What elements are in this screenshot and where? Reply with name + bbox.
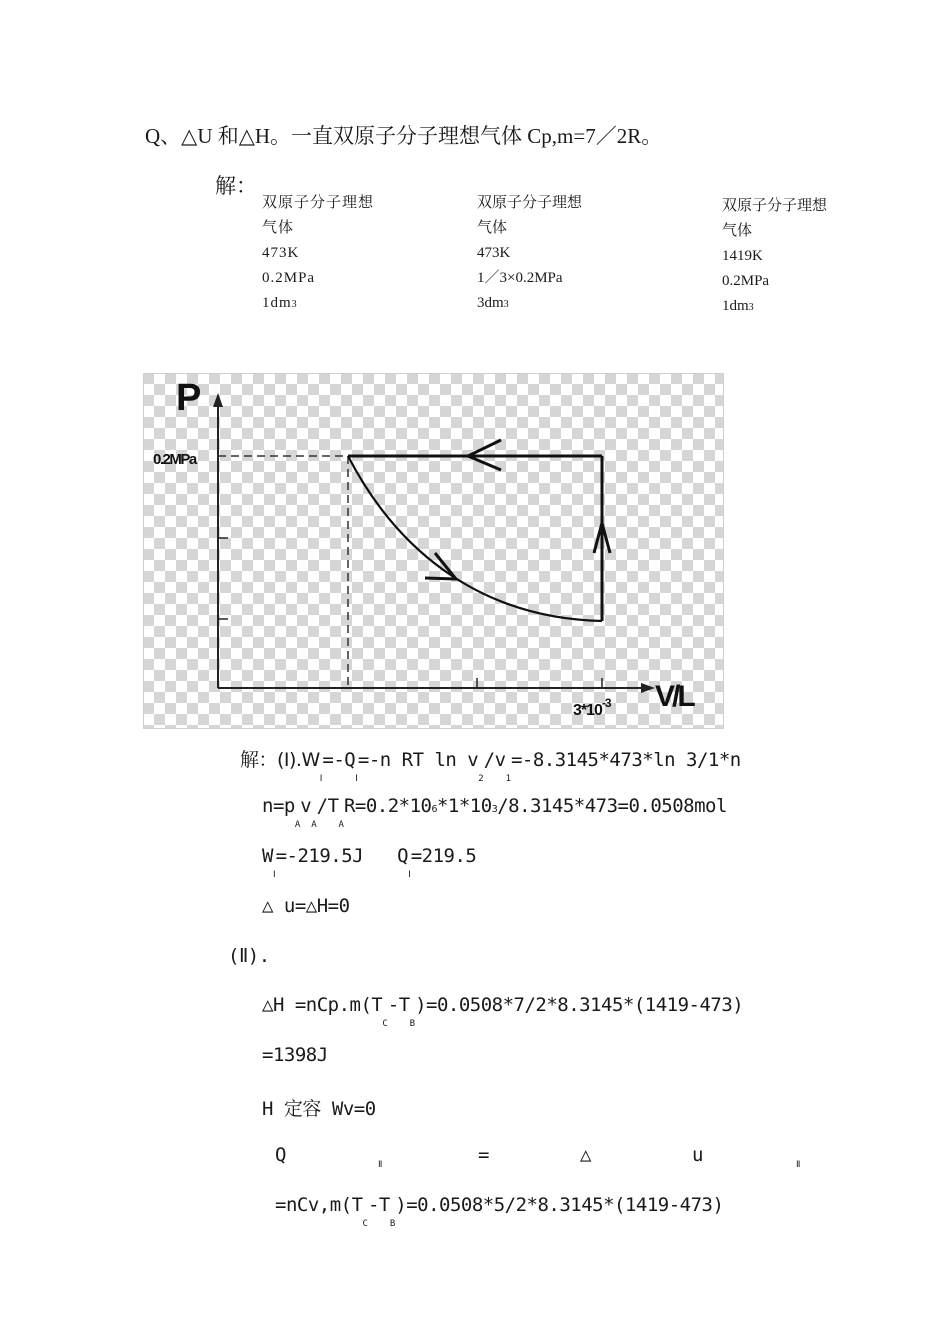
solution-label: 解： <box>215 174 257 198</box>
y-tick-label: 0.2MPa <box>153 451 196 468</box>
state-b-volume: 3dm3 <box>477 295 509 311</box>
x-axis-label: V/L <box>655 680 693 713</box>
state-b <box>477 191 582 317</box>
eq-line-9-sub1: Ⅱ <box>378 1160 382 1170</box>
state-a-line2: 气体 <box>262 220 295 236</box>
state-b-temperature: 473K <box>477 245 511 261</box>
eq-line-9-q: Q <box>275 1144 286 1166</box>
state-c <box>722 194 827 320</box>
checker-background <box>143 373 724 729</box>
state-b-line1: 双原子分子理想 <box>477 195 583 211</box>
state-b-line2: 气体 <box>477 220 508 236</box>
x-tick-label: $3*10^{-3}$ <box>573 696 611 719</box>
state-a <box>262 191 374 317</box>
state-a-volume: 1dm3 <box>262 295 298 311</box>
state-c-volume: 1dm3 <box>722 298 754 314</box>
eq-line-10: $=nCv,m(T_C-T_B)=0.0508*5/2*8.3145*(1419-473)$ <box>275 1194 724 1229</box>
state-c-line1: 双原子分子理想 <box>722 198 828 214</box>
state-c-line2: 气体 <box>722 223 753 239</box>
state-c-temperature: 1419K <box>722 248 763 264</box>
eq-line-8: H 定容 Wv=0 <box>262 1098 376 1120</box>
state-c-pressure: 0.2MPa <box>722 273 770 289</box>
eq-line-1: 解：$(Ⅰ).W_Ⅰ=-Q_Ⅰ=-n$ RT $\ln v_2/v_1=-8.3145*473*\ln$ 3/1*n <box>240 749 741 784</box>
eq-line-2: $n=p_Av_A/T_AR=0.2*106*1*103/8.3145*473=0.0508mol$ <box>262 795 727 830</box>
state-b-pressure: 1／3×0.2MPa <box>477 270 563 286</box>
eq-line-4: △ u=△H=0 <box>262 895 350 917</box>
eq-line-3: $W_Ⅰ=-219.5J$ $Q_Ⅰ=219.5$ <box>262 845 477 880</box>
problem-intro: Q、△U 和△H。一直双原子分子理想气体 Cp,m=7／2R。 <box>145 124 663 148</box>
eq-line-6: △H $=nCp.m(T_C-T_B)=0.0508*7/2*8.3145*(1419-473)$ <box>262 994 744 1029</box>
state-a-pressure: 0.2MPa <box>262 270 316 286</box>
y-axis-label: P <box>176 377 202 419</box>
state-a-temperature: 473K <box>262 245 300 261</box>
eq-line-9-u: u <box>692 1144 703 1166</box>
eq-line-9-tri: △ <box>580 1144 591 1166</box>
eq-line-7: =1398J <box>262 1044 328 1066</box>
eq-line-9-eq: = <box>478 1144 489 1166</box>
eq-line-5: (Ⅱ). <box>228 945 270 967</box>
eq-line-9-sub2: Ⅱ <box>796 1160 800 1170</box>
state-a-line1: 双原子分子理想 <box>262 195 375 211</box>
pv-diagram <box>143 373 724 729</box>
